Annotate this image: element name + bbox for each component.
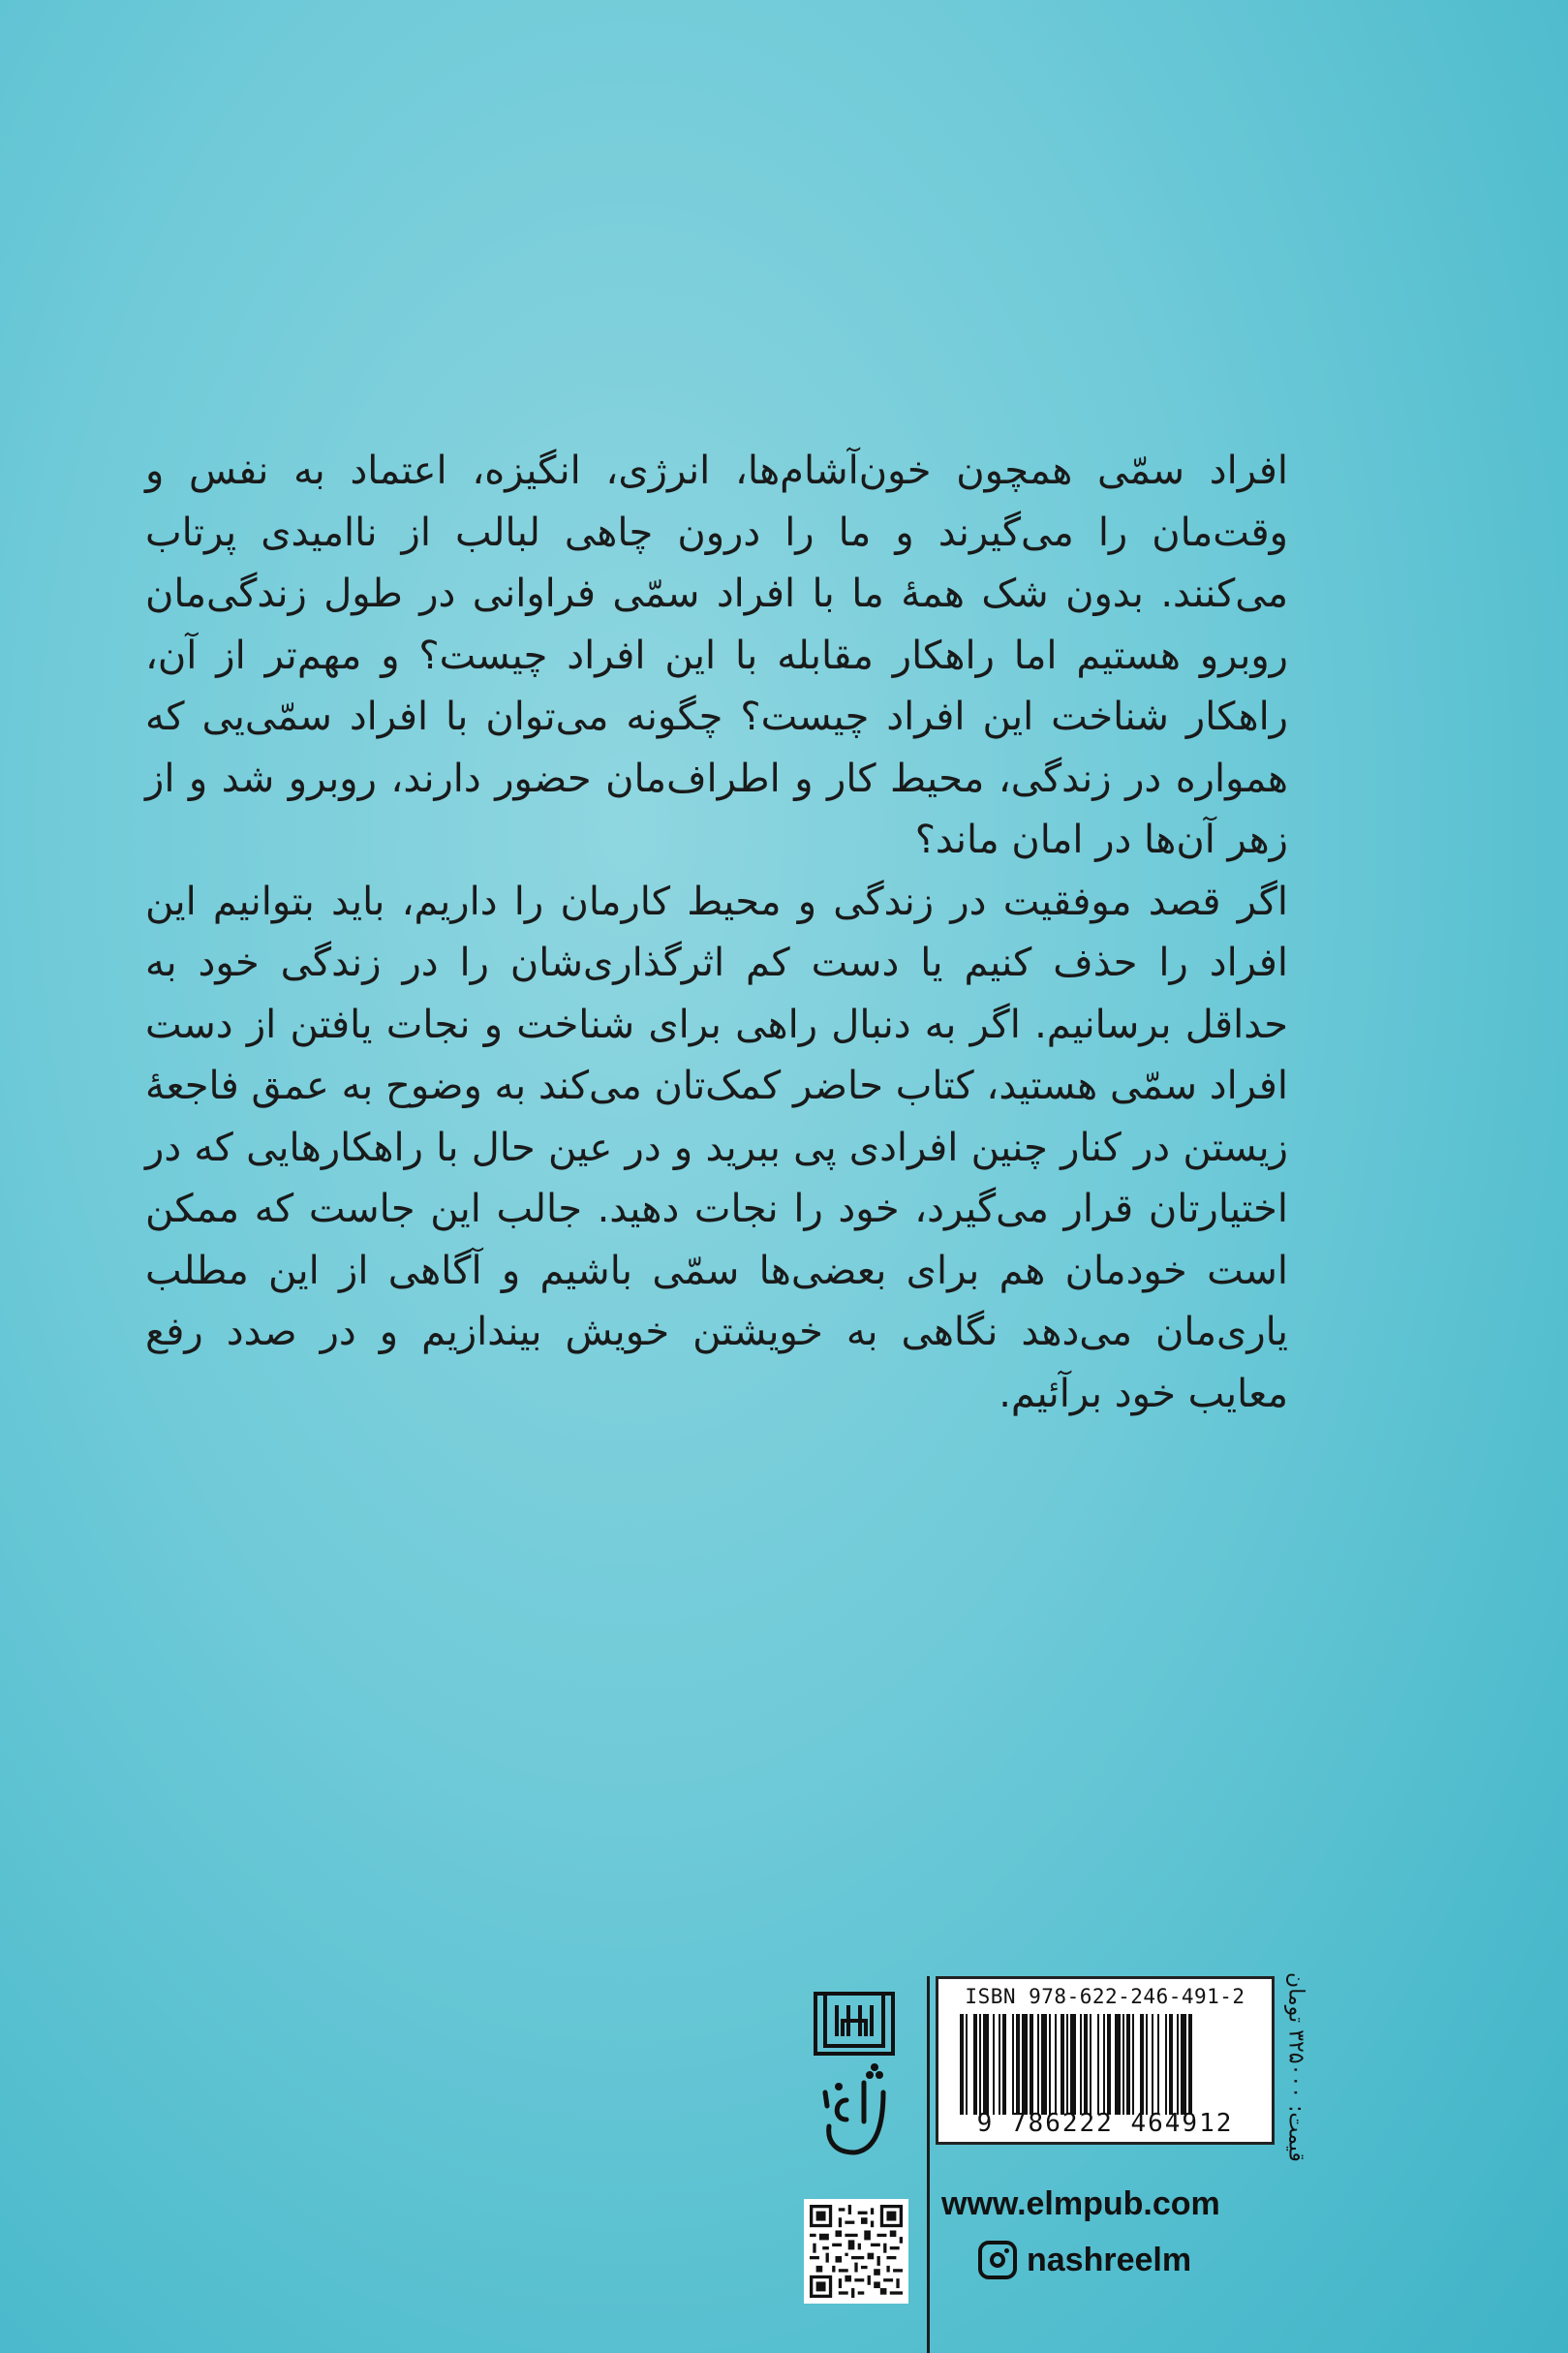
website-link[interactable]: www.elmpub.com (941, 2185, 1220, 2222)
barcode-bar (960, 2014, 964, 2115)
barcode-bar (973, 2014, 977, 2115)
barcode-bar (1070, 2014, 1076, 2115)
barcode-bar (1181, 2014, 1186, 2115)
barcode-bar (1115, 2014, 1121, 2115)
instagram-text: nashreelm (1027, 2241, 1192, 2278)
barcode-bar (1041, 2014, 1047, 2115)
price-text: قیمت: ۳۲۵۰۰۰ تومان (1283, 1972, 1308, 2162)
blurb-text (145, 441, 1288, 1425)
barcode-bar (1157, 2014, 1159, 2115)
barcode-bars (958, 2014, 1254, 2115)
instagram-handle[interactable] (978, 2241, 1191, 2279)
isbn-number: ISBN 978-622-246-491-2 (965, 1985, 1245, 2008)
barcode-bar (999, 2014, 1000, 2115)
barcode-bar (1152, 2014, 1153, 2115)
qr-code (804, 2199, 908, 2304)
barcode-bar (1084, 2014, 1088, 2115)
barcode-bar (1169, 2014, 1173, 2115)
barcode-bar (1165, 2014, 1167, 2115)
vertical-divider (927, 1976, 930, 2353)
barcode-bar (1122, 2014, 1124, 2115)
blurb-paragraph-1: افراد سمّی همچون خون‌آشام‌ها، انرژی، انگیزه، اعتماد به نفس و وقت‌مان را می‌گیرند و ما را درون چاهی لبالب از ناامیدی پرتاب می‌کنند. بدون شک همهٔ ما با افراد سمّی فراوانی در طول زندگی‌مان روبرو هستیم اما راهکار مقابله با این افراد چیست؟ و مهم‌تر از آن، راهکار شناخت این افراد چیست؟ چگونه می‌توان با افراد سمّی‌یی که همواره در زندگی، محیط کار و اطراف‌مان حضور دارند، روبرو شد و از زهر آن‌ها در امان ماند؟ (145, 449, 1288, 862)
barcode-bar (1066, 2014, 1068, 2115)
barcode-bar (966, 2014, 968, 2115)
barcode-bar (1002, 2014, 1006, 2115)
barcode-bar (1177, 2014, 1179, 2115)
barcode-bar (983, 2014, 989, 2115)
blurb-paragraph-2: اگر قصد موفقیت در زندگی و محیط کارمان را داریم، باید بتوانیم این افراد را حذف کنیم یا دست کم اثرگذاری‌شان را در زندگی خود به حداقل برسانیم. اگر به دنبال راهی برای شناخت و نجات یافتن از دست افراد سمّی هستید، کتاب حاضر کمک‌تان می‌کند به وضوح به عمق فاجعهٔ زیستن در کنار چنین افرادی پی ببرید و در عین حال با راهکارهایی که در اختیارتان قرار می‌گیرد، خود را نجات دهید. جالب این جاست که ممکن است خودمان هم برای بعضی‌ها سمّی باشیم و آگاهی از این مطلب یاری‌مان می‌دهد نگاهی به خویشتن خویش بیندازیم و در صدد رفع معایب خود برآئیم. (145, 879, 1288, 1416)
barcode-bar (1012, 2014, 1014, 2115)
barcode-bar (1103, 2014, 1105, 2115)
barcode-bar (1037, 2014, 1039, 2115)
price-label (1276, 1972, 1315, 2162)
barcode-bar (1126, 2014, 1130, 2115)
barcode-bar (1080, 2014, 1082, 2115)
instagram-icon (978, 2241, 1017, 2279)
qr-code-pattern (810, 2205, 903, 2298)
barcode-bar (1188, 2014, 1192, 2115)
barcode-bar (1097, 2014, 1099, 2115)
ean-digits: 9 786222 464912 (976, 2109, 1234, 2138)
barcode-bar (993, 2014, 995, 2115)
barcode-bar (979, 2014, 981, 2115)
barcode-bar (1146, 2014, 1148, 2115)
barcode-bar (1061, 2014, 1064, 2115)
barcode-bar (1055, 2014, 1057, 2115)
barcode-bar (1107, 2014, 1111, 2115)
publisher-logo (806, 1986, 903, 2170)
barcode-bar (1090, 2014, 1091, 2115)
barcode-bar (1049, 2014, 1051, 2115)
barcode-bar (1030, 2014, 1033, 2115)
barcode-bar (1132, 2014, 1134, 2115)
barcode-bar (1022, 2014, 1028, 2115)
barcode-bar (1140, 2014, 1144, 2115)
barcode-bar (1016, 2014, 1020, 2115)
barcode (936, 1976, 1275, 2145)
